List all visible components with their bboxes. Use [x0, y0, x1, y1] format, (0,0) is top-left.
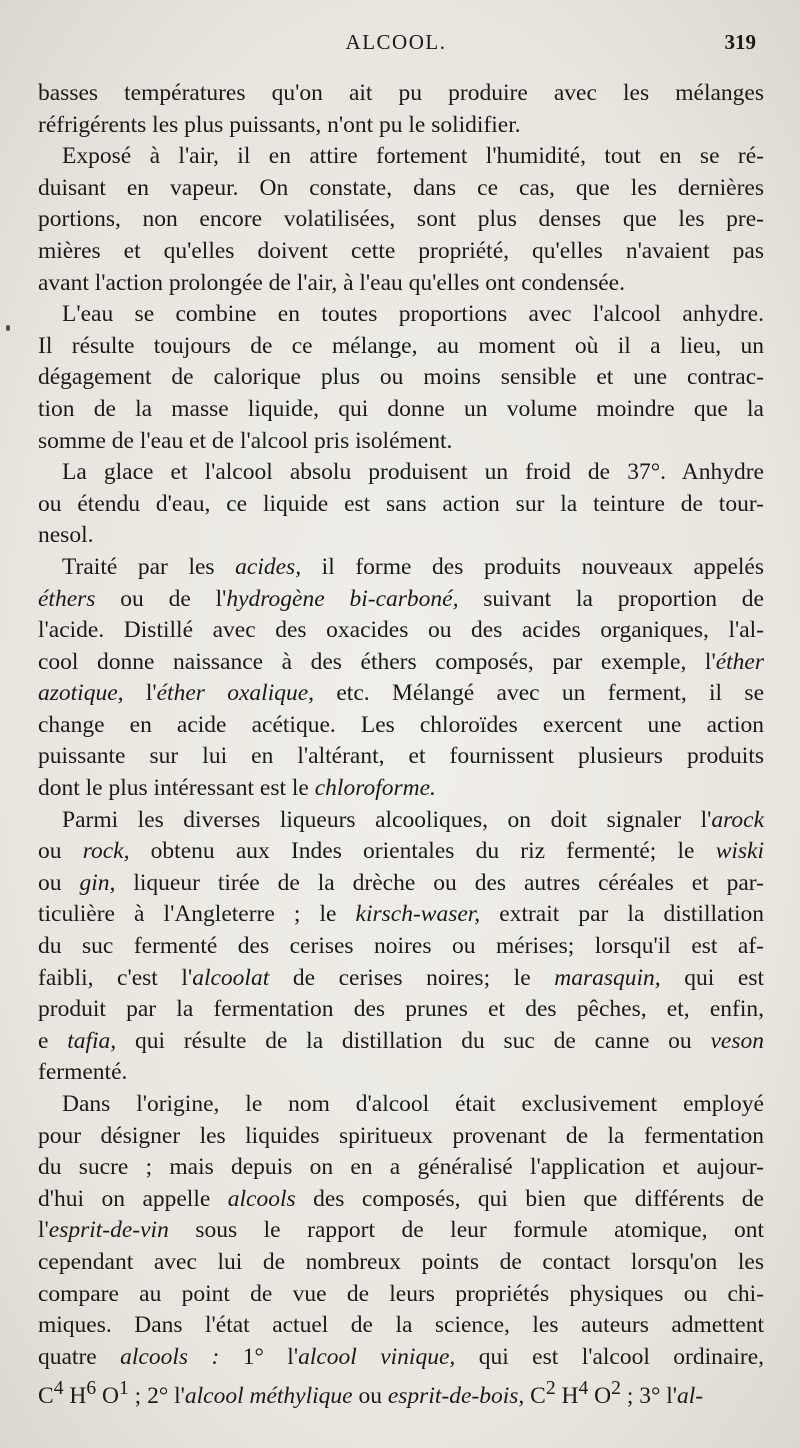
text-line: pour désigner les liquides spiritueux provenant de la fermentation — [38, 1122, 764, 1149]
paragraph — [38, 299, 764, 457]
paragraph — [38, 457, 764, 552]
body-text — [38, 78, 764, 1413]
text-line: Parmi les diverses liqueurs alcooliques, on doit signaler l'arock — [62, 806, 764, 833]
paragraph — [38, 805, 764, 1089]
text-line: change en acide acétique. Les chloroïdes exercent une action — [38, 711, 764, 738]
text-line: e tafia, qui résulte de la distillation du suc de canne ou veson — [38, 1027, 764, 1054]
text-line: avant l'action prolongée de l'air, à l'eau qu'elles ont condensée. — [38, 269, 625, 296]
text-line: ou rock, obtenu aux Indes orientales du riz fermenté; le wiski — [38, 838, 764, 865]
page-number: 319 — [724, 30, 756, 54]
text-line: Traité par les acides, il forme des produits nouveaux appelés — [62, 553, 764, 580]
text-line: produit par la fermentation des prunes et des pêches, et, enfin, — [38, 996, 764, 1023]
text-line: ou étendu d'eau, ce liquide est sans action sur la teinture de tour- — [38, 490, 764, 517]
text-line: La glace et l'alcool absolu produisent un froid de 37°. Anhydre — [62, 459, 764, 486]
text-line: duisant en vapeur. On constate, dans ce cas, que les dernières — [38, 174, 764, 201]
text-line: compare au point de vue de leurs propriétés physiques ou chi- — [38, 1280, 764, 1307]
text-line: L'eau se combine en toutes proportions avec l'alcool anhydre. — [62, 301, 764, 328]
text-line: cool donne naissance à des éthers composés, par exemple, l'éther — [38, 648, 764, 675]
text-line: faibli, c'est l'alcoolat de cerises noires; le marasquin, qui est — [38, 964, 764, 991]
text-line: du suc fermenté des cerises noires ou mérises; lorsqu'il est af- — [38, 933, 764, 960]
text-line: dont le plus intéressant est le chloroforme. — [38, 775, 436, 802]
text-line: $C^4$ $H^6$ $O^1$ ; 2° l'alcool méthylique ou esprit-de-bois, $C^2$ $H^4$ $O^2$ ; 3° l'al- — [38, 1378, 704, 1410]
text-line: somme de l'eau et de l'alcool pris isolément. — [38, 427, 453, 454]
text-line: tion de la masse liquide, qui donne un volume moindre que la — [38, 395, 764, 422]
text-line: l'acide. Distillé avec des oxacides ou des acides organiques, l'al- — [38, 617, 764, 644]
paragraph — [38, 552, 764, 805]
text-line: éthers ou de l'hydrogène bi-carboné, suivant la proportion de — [38, 585, 764, 612]
text-line: mières et qu'elles doivent cette propriété, qu'elles n'avaient pas — [38, 237, 764, 264]
text-line: cependant avec lui de nombreux points de contact lorsqu'on les — [38, 1248, 764, 1275]
text-line: Exposé à l'air, il en attire fortement l'humidité, tout en se ré- — [62, 143, 764, 170]
text-line: l'esprit-de-vin sous le rapport de leur formule atomique, ont — [38, 1217, 764, 1244]
paragraph — [38, 1089, 764, 1413]
text-line: quatre alcools : 1° l'alcool vinique, qui est l'alcool ordinaire, — [38, 1343, 764, 1370]
text-line: d'hui on appelle alcools des composés, qui bien que différents de — [38, 1185, 764, 1212]
text-line: nesol. — [38, 522, 94, 549]
text-line: ticulière à l'Angleterre ; le kirsch-waser, extrait par la distillation — [38, 901, 764, 928]
text-line: réfrigérents les plus puissants, n'ont pu le solidifier. — [38, 111, 521, 138]
paragraph — [38, 141, 764, 299]
text-line: ou gin, liqueur tirée de la drèche ou des autres céréales et par- — [38, 869, 764, 896]
paragraph — [38, 78, 764, 141]
text-line: azotique, l'éther oxalique, etc. Mélangé avec un ferment, il se — [38, 680, 764, 707]
text-line: basses températures qu'on ait pu produire avec les mélanges — [38, 80, 764, 106]
page-header — [36, 30, 756, 60]
text-line: du sucre ; mais depuis on en a généralisé l'application et aujour- — [38, 1154, 764, 1181]
text-line: puissante sur lui en l'altérant, et fournissent plusieurs produits — [38, 743, 764, 770]
margin-speck — [6, 325, 10, 331]
running-title: ALCOOL. — [345, 30, 447, 54]
text-line: dégagement de calorique plus ou moins sensible et une contrac- — [38, 364, 764, 391]
text-line: portions, non encore volatilisées, sont plus denses que les pre- — [38, 206, 764, 233]
text-line: Dans l'origine, le nom d'alcool était exclusivement employé — [62, 1091, 764, 1117]
text-line: fermenté. — [38, 1059, 128, 1086]
text-line: Il résulte toujours de ce mélange, au moment où il a lieu, un — [38, 332, 764, 359]
text-line: miques. Dans l'état actuel de la science, les auteurs admettent — [38, 1312, 764, 1339]
